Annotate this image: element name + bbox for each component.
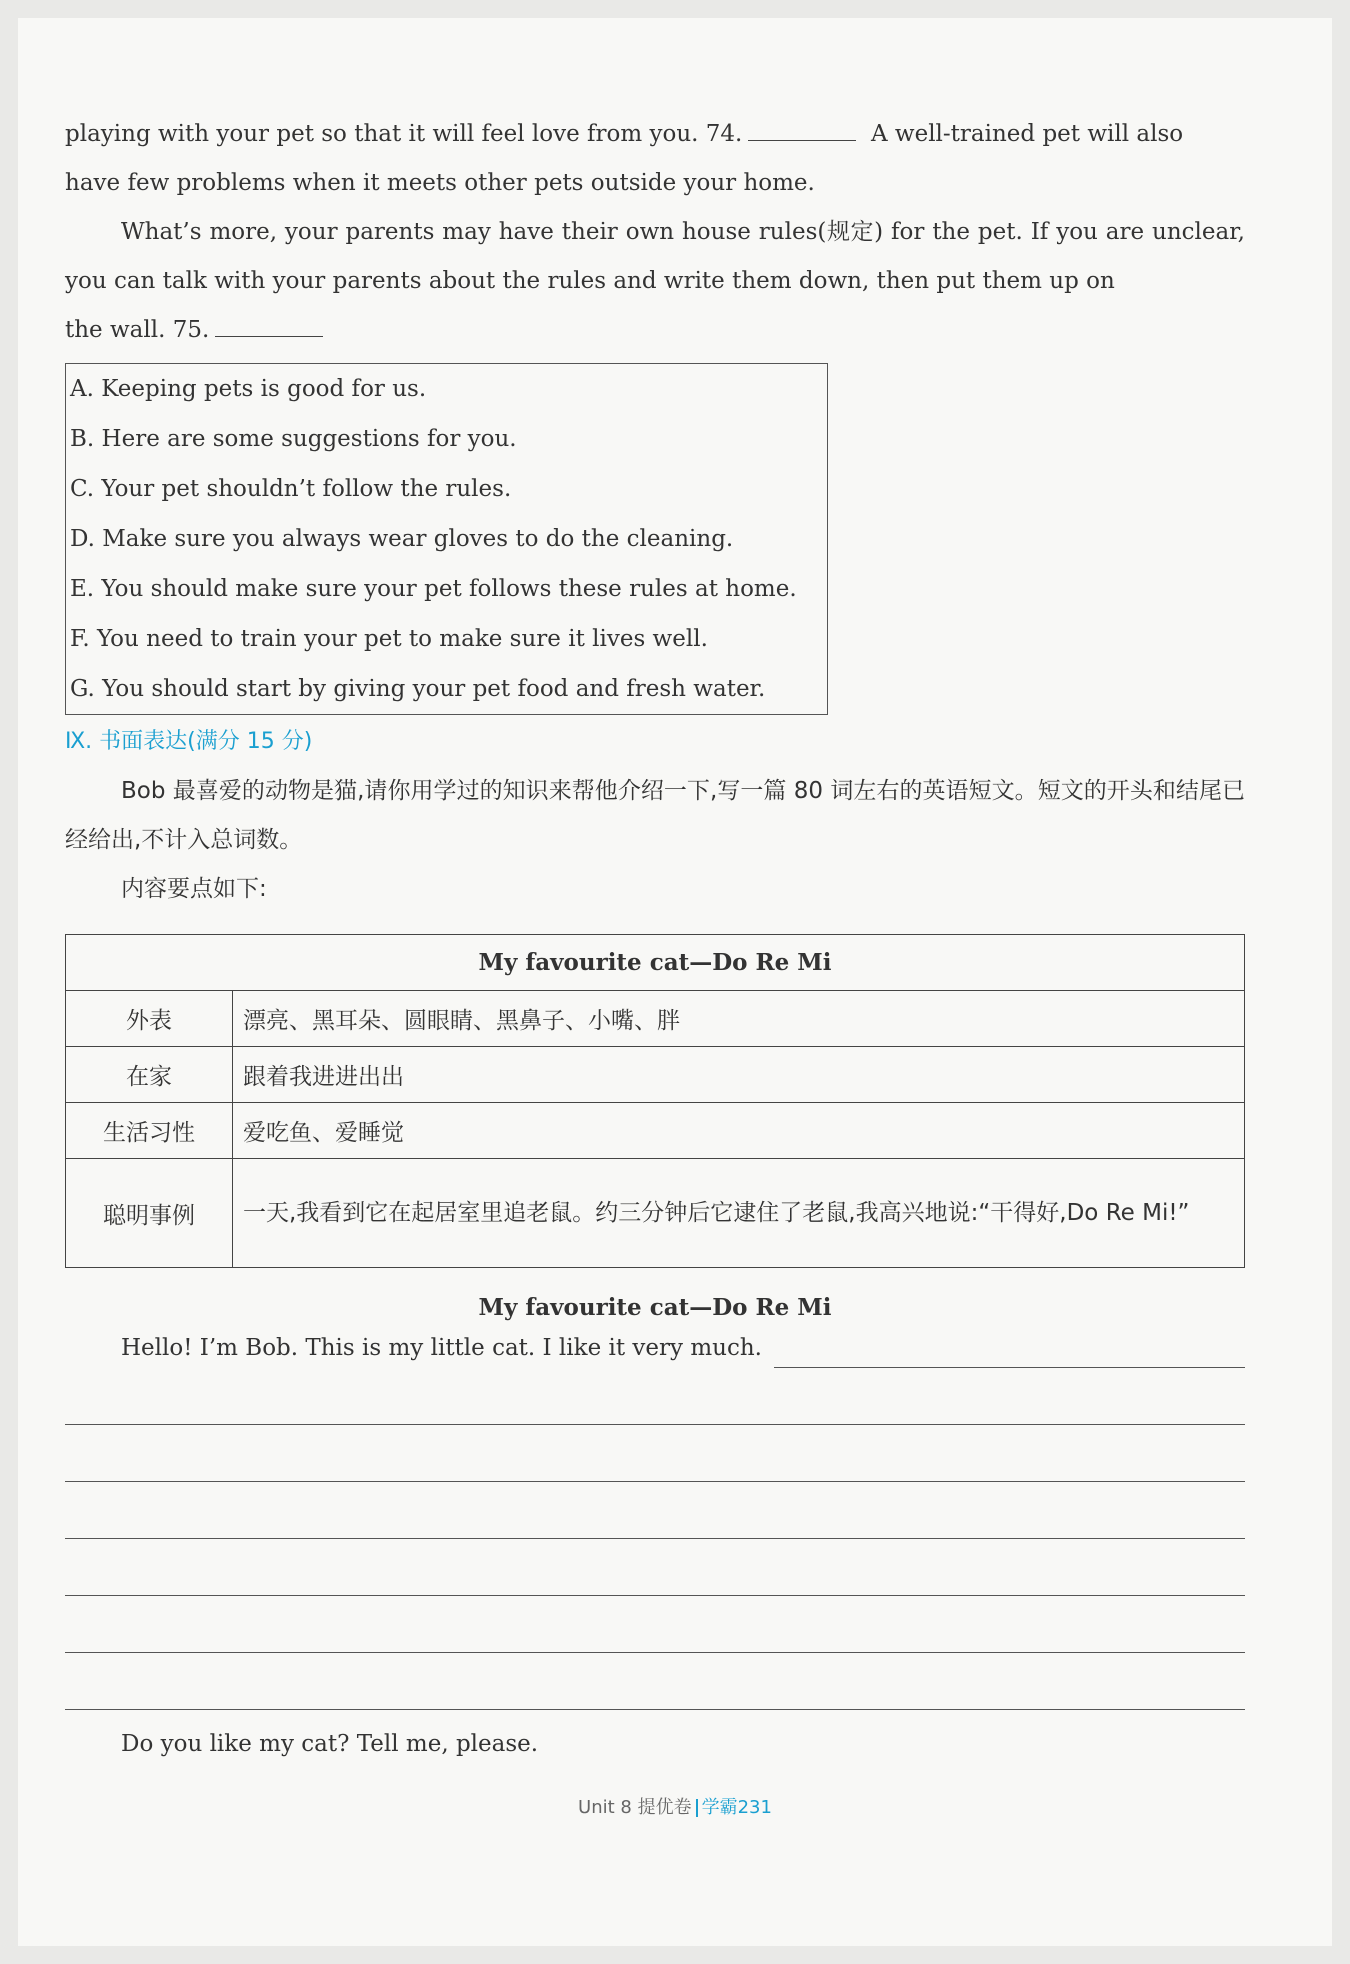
option-b: B. Here are some suggestions for you. bbox=[70, 426, 517, 452]
answer-blank-74[interactable] bbox=[748, 120, 856, 141]
passage-line-1 bbox=[65, 110, 1245, 159]
option-f: F. You need to train your pet to make sure it lives well. bbox=[70, 626, 708, 652]
option-d: D. Make sure you always wear gloves to do the cleaning. bbox=[70, 526, 734, 552]
row-value: 爱吃鱼、爱睡觉 bbox=[233, 1103, 1245, 1159]
options-box bbox=[65, 363, 828, 715]
row-label: 在家 bbox=[66, 1047, 233, 1103]
essay-title: My favourite cat—Do Re Mi bbox=[478, 1294, 832, 1321]
row-value: 漂亮、黑耳朵、圆眼睛、黑鼻子、小嘴、胖 bbox=[233, 991, 1245, 1047]
answer-blank-75[interactable] bbox=[215, 316, 323, 337]
essay-opening: Hello! I’m Bob. This is my little cat. I like it very much. bbox=[121, 1335, 762, 1361]
writing-line[interactable] bbox=[65, 1425, 1245, 1482]
writing-line[interactable] bbox=[774, 1341, 1245, 1368]
row-label: 生活习性 bbox=[66, 1103, 233, 1159]
table-row bbox=[66, 1047, 1245, 1103]
row-label: 外表 bbox=[66, 991, 233, 1047]
writing-line[interactable] bbox=[65, 1482, 1245, 1539]
footer-divider bbox=[696, 1799, 698, 1817]
passage-text: the wall. 75. bbox=[65, 317, 210, 343]
passage-text: A well-trained pet will also bbox=[870, 121, 1184, 147]
page-footer bbox=[0, 1793, 1350, 1819]
table-row bbox=[66, 991, 1245, 1047]
writing-line[interactable] bbox=[65, 1539, 1245, 1596]
passage-paragraph-2: What’s more, your parents may have their own house rules(规定) for the pet. If you are unclear, you can talk with your parents about the rules and write them down, then put them up on bbox=[65, 219, 1245, 294]
passage-line-2: have few problems when it meets other pets outside your home. bbox=[65, 170, 815, 196]
row-value: 跟着我进进出出 bbox=[233, 1047, 1245, 1103]
writing-line[interactable] bbox=[65, 1653, 1245, 1710]
points-label: 内容要点如下: bbox=[121, 876, 267, 902]
table-row bbox=[66, 1103, 1245, 1159]
content bbox=[65, 110, 1245, 1764]
section-instruction: Bob 最喜爱的动物是猫,请你用学过的知识来帮他介绍一下,写一篇 80 词左右的英语短文。短文的开头和结尾已经给出,不计入总词数。 bbox=[65, 778, 1245, 853]
essay-opening-line bbox=[65, 1328, 1245, 1368]
table-row bbox=[66, 1159, 1245, 1268]
writing-line[interactable] bbox=[65, 1596, 1245, 1653]
table-header: My favourite cat—Do Re Mi bbox=[66, 935, 1245, 991]
section-heading: Ⅸ. 书面表达(满分 15 分) bbox=[65, 729, 313, 754]
writing-line[interactable] bbox=[65, 1368, 1245, 1425]
passage-text: playing with your pet so that it will feel love from you. 74. bbox=[65, 121, 743, 147]
footer-brand: 学霸 bbox=[701, 1797, 738, 1818]
passage-line-end bbox=[65, 306, 1245, 355]
points-table bbox=[65, 934, 1245, 1268]
option-g: G. You should start by giving your pet food and fresh water. bbox=[70, 676, 766, 702]
row-value: 一天,我看到它在起居室里追老鼠。约三分钟后它逮住了老鼠,我高兴地说:“干得好,Do Re Mi!” bbox=[233, 1159, 1245, 1268]
option-a: A. Keeping pets is good for us. bbox=[70, 376, 427, 402]
essay-closing: Do you like my cat? Tell me, please. bbox=[121, 1731, 539, 1757]
option-c: C. Your pet shouldn’t follow the rules. bbox=[70, 476, 512, 502]
footer-unit: Unit 8 提优卷 bbox=[578, 1797, 692, 1818]
row-label: 聪明事例 bbox=[66, 1159, 233, 1268]
option-e: E. You should make sure your pet follows these rules at home. bbox=[70, 576, 797, 602]
page-number: 231 bbox=[737, 1797, 772, 1818]
